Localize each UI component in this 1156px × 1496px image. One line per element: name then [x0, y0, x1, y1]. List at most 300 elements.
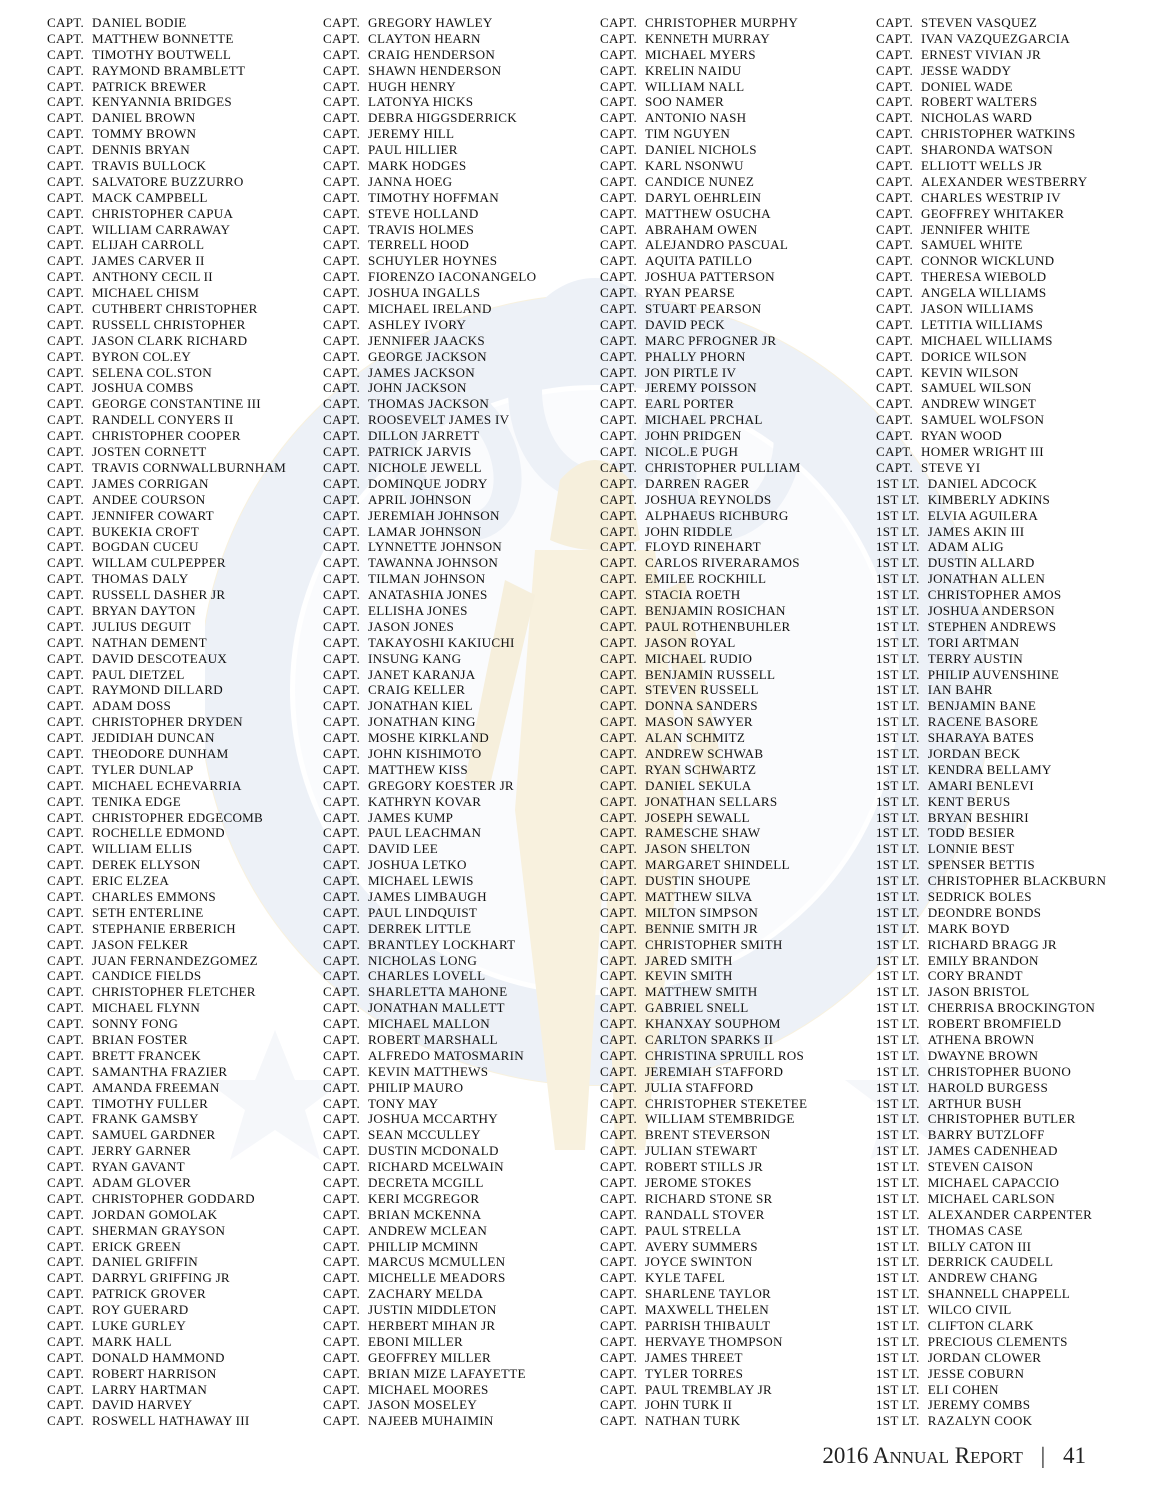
roster-entry: [876, 222, 1106, 238]
officer-name: ANTHONY CECIL II: [92, 269, 213, 285]
rank-label: 1ST LT.: [876, 1127, 920, 1143]
rank-label: 1ST LT.: [876, 682, 920, 698]
officer-name: DERREK LITTLE: [368, 920, 472, 936]
roster-entry: [600, 1223, 807, 1239]
officer-name: RAYMOND DILLARD: [92, 682, 223, 698]
officer-name: DANIEL BROWN: [92, 110, 196, 126]
rank-label: CAPT.: [323, 634, 361, 650]
roster-entry: [47, 460, 286, 476]
rank-label: CAPT.: [47, 348, 85, 364]
roster-entry: [323, 603, 536, 619]
rank-label: CAPT.: [600, 1111, 638, 1127]
roster-entry: [47, 428, 286, 444]
rank-label: CAPT.: [47, 15, 85, 30]
rank-label: CAPT.: [47, 1143, 85, 1159]
officer-name: CHRISTOPHER GODDARD: [92, 1190, 255, 1206]
officer-name: JOHN PRIDGEN: [645, 428, 742, 444]
officer-name: JANET KARANJA: [368, 666, 476, 682]
officer-name: HUGH HENRY: [368, 78, 457, 94]
officer-name: ADAM DOSS: [92, 698, 172, 714]
officer-name: SHAWN HENDERSON: [368, 62, 502, 78]
roster-entry: [47, 921, 286, 937]
officer-name: THEODORE DUNHAM: [92, 745, 229, 761]
roster-entry: [323, 412, 536, 428]
roster-entry: [600, 222, 807, 238]
roster-entry: [876, 714, 1106, 730]
rank-label: CAPT.: [323, 1111, 361, 1127]
roster-entry: [876, 1239, 1106, 1255]
officer-name: RUSSELL DASHER JR: [92, 587, 226, 603]
officer-name: MARGARET SHINDELL: [645, 857, 790, 873]
rank-label: 1ST LT.: [876, 1079, 920, 1095]
rank-label: 1ST LT.: [876, 761, 920, 777]
rank-label: 1ST LT.: [876, 523, 920, 539]
roster-entry: [600, 841, 807, 857]
officer-name: ROSWELL HATHAWAY III: [92, 1413, 250, 1429]
officer-name: CUTHBERT CHRISTOPHER: [92, 301, 258, 317]
officer-name: NATHAN DEMENT: [92, 634, 207, 650]
rank-label: CAPT.: [600, 507, 638, 523]
roster-entry: [600, 1382, 807, 1398]
officer-name: MICHAEL RUDIO: [645, 650, 753, 666]
officer-name: JAMES JACKSON: [368, 364, 475, 380]
roster-entry: [600, 984, 807, 1000]
roster-entry: [47, 1016, 286, 1032]
roster-entry: [323, 1048, 536, 1064]
officer-name: GEOFFREY MILLER: [368, 1349, 491, 1365]
rank-label: CAPT.: [47, 301, 85, 317]
officer-name: BENJAMIN BANE: [927, 698, 1037, 714]
rank-label: CAPT.: [323, 444, 361, 460]
officer-name: JOSHUA PATTERSON: [645, 269, 775, 285]
roster-entry: [600, 349, 807, 365]
rank-label: CAPT.: [600, 142, 638, 158]
rank-label: CAPT.: [323, 459, 361, 475]
roster-entry: [323, 1016, 536, 1032]
rank-label: CAPT.: [47, 1254, 85, 1270]
roster-entry: [600, 905, 807, 921]
officer-name: ELI COHEN: [927, 1381, 999, 1397]
roster-entry: [600, 1318, 807, 1334]
rank-label: CAPT.: [323, 1190, 361, 1206]
officer-name: JOHN RIDDLE: [645, 523, 733, 539]
rank-label: CAPT.: [47, 904, 85, 920]
rank-label: CAPT.: [47, 237, 85, 253]
officer-name: RYAN PEARSE: [645, 285, 735, 301]
officer-name: ATHENA BROWN: [927, 1032, 1035, 1047]
roster-entry: [600, 524, 807, 540]
officer-name: THERESA WIEBOLD: [921, 269, 1047, 285]
roster-entry: [600, 237, 807, 253]
roster-entry: [600, 63, 807, 79]
rank-label: CAPT.: [47, 1206, 85, 1222]
roster-entry: [600, 317, 807, 333]
roster-entry: [323, 698, 536, 714]
officer-name: MICHAEL ECHEVARRIA: [92, 777, 242, 793]
rank-label: CAPT.: [323, 698, 361, 714]
officer-name: ALPHAEUS RICHBURG: [645, 507, 789, 523]
roster-entry: [600, 1191, 807, 1207]
rank-label: CAPT.: [600, 301, 638, 317]
roster-entry: [600, 968, 807, 984]
roster-entry: [323, 15, 536, 31]
roster-entry: [47, 190, 286, 206]
roster-entry: [323, 460, 536, 476]
roster-entry: [600, 1286, 807, 1302]
officer-name: ELLIOTT WELLS JR: [921, 158, 1043, 174]
officer-name: DOMINQUE JODRY: [368, 475, 488, 491]
officer-name: WILLIAM NALL: [645, 78, 745, 94]
rank-label: CAPT.: [47, 1095, 85, 1111]
officer-name: BRIAN MIZE LAFAYETTE: [368, 1365, 526, 1381]
officer-name: JEDIDIAH DUNCAN: [92, 730, 215, 746]
roster-entry: [876, 539, 1106, 555]
rank-label: CAPT.: [47, 94, 85, 110]
rank-label: CAPT.: [47, 745, 85, 761]
roster-entry: [876, 619, 1106, 635]
roster-entry: [323, 476, 536, 492]
roster-entry: [323, 1239, 536, 1255]
officer-name: DERRICK CAUDELL: [927, 1254, 1054, 1270]
rank-label: CAPT.: [323, 888, 361, 904]
roster-entry: [600, 746, 807, 762]
officer-name: JEREMY HILL: [368, 126, 455, 142]
rank-label: CAPT.: [600, 491, 638, 507]
roster-entry: [876, 857, 1106, 873]
roster-entry: [876, 1397, 1106, 1413]
officer-name: BENJAMIN RUSSELL: [645, 666, 776, 682]
roster-entry: [600, 1397, 807, 1413]
roster-entry: [600, 889, 807, 905]
rank-label: CAPT.: [600, 857, 638, 873]
rank-label: CAPT.: [47, 1047, 85, 1063]
officer-name: NATHAN TURK: [645, 1413, 741, 1429]
rank-label: CAPT.: [47, 587, 85, 603]
officer-name: KERI MCGREGOR: [368, 1190, 480, 1206]
roster-entry: [600, 333, 807, 349]
officer-name: RYAN GAVANT: [92, 1159, 185, 1175]
roster-entry: [600, 603, 807, 619]
officer-name: PHILIP MAURO: [368, 1079, 464, 1095]
officer-name: DARREN RAGER: [645, 475, 750, 491]
rank-label: CAPT.: [600, 1270, 638, 1286]
roster-entry: [47, 968, 286, 984]
officer-name: BRYAN BESHIRI: [927, 809, 1029, 825]
rank-label: CAPT.: [323, 1286, 361, 1302]
roster-entry: [47, 619, 286, 635]
rank-label: CAPT.: [600, 825, 638, 841]
officer-name: NICHOLAS WARD: [921, 110, 1033, 126]
officer-name: JARED SMITH: [645, 952, 733, 968]
roster-entry: [323, 1127, 536, 1143]
roster-entry: [876, 206, 1106, 222]
officer-name: KEVIN SMITH: [645, 968, 733, 984]
rank-label: 1ST LT.: [876, 777, 920, 793]
officer-name: KEVIN MATTHEWS: [368, 1063, 489, 1079]
rank-label: 1ST LT.: [876, 1095, 920, 1111]
officer-name: CHERRISA BROCKINGTON: [927, 1000, 1096, 1016]
rank-label: CAPT.: [600, 237, 638, 253]
rank-label: CAPT.: [47, 126, 85, 142]
roster-entry: [323, 778, 536, 794]
rank-label: CAPT.: [323, 825, 361, 841]
roster-entry: [323, 1111, 536, 1127]
roster-entry: [876, 889, 1106, 905]
rank-label: CAPT.: [47, 78, 85, 94]
rank-label: 1ST LT.: [876, 1254, 920, 1270]
officer-name: MICHAEL WILLIAMS: [921, 332, 1053, 348]
roster-entry: [876, 508, 1106, 524]
roster-entry: [600, 1270, 807, 1286]
officer-name: ALFREDO MATOSMARIN: [368, 1047, 524, 1063]
roster-entry: [47, 63, 286, 79]
rank-label: CAPT.: [600, 1365, 638, 1381]
roster-entry: [47, 873, 286, 889]
officer-name: CHRISTOPHER MURPHY: [645, 15, 799, 30]
rank-label: CAPT.: [323, 1063, 361, 1079]
officer-name: JEREMY POISSON: [645, 380, 757, 396]
officer-name: JAMES CARVER II: [92, 253, 205, 269]
officer-name: BARRY BUTZLOFF: [927, 1127, 1045, 1143]
roster-entry: [323, 810, 536, 826]
officer-name: PAUL STRELLA: [645, 1222, 742, 1238]
roster-entry: [600, 667, 807, 683]
officer-name: MARK BOYD: [927, 920, 1010, 936]
rank-label: 1ST LT.: [876, 857, 920, 873]
officer-name: CHRISTOPHER STEKETEE: [645, 1095, 808, 1111]
officer-name: ANDREW WINGET: [921, 396, 1037, 412]
roster-entry: [323, 301, 536, 317]
rank-label: CAPT.: [47, 571, 85, 587]
rank-label: CAPT.: [876, 62, 914, 78]
rank-label: CAPT.: [323, 682, 361, 698]
rank-label: CAPT.: [600, 650, 638, 666]
officer-name: DWAYNE BROWN: [927, 1047, 1039, 1063]
officer-name: ROBERT STILLS JR: [645, 1159, 763, 1175]
officer-name: KEVIN WILSON: [921, 364, 1019, 380]
roster-entry: [600, 301, 807, 317]
officer-name: LONNIE BEST: [927, 841, 1015, 857]
roster-entry: [876, 841, 1106, 857]
roster-entry: [323, 94, 536, 110]
officer-name: ADAM GLOVER: [92, 1175, 192, 1191]
roster-entry: [47, 1366, 286, 1382]
roster-entry: [323, 587, 536, 603]
officer-name: PATRICK JARVIS: [368, 444, 472, 460]
rank-label: CAPT.: [47, 459, 85, 475]
roster-entry: [47, 349, 286, 365]
rank-label: 1ST LT.: [876, 1016, 920, 1032]
roster-entry: [876, 1334, 1106, 1350]
officer-name: PAUL LEACHMAN: [368, 825, 482, 841]
roster-entry: [876, 380, 1106, 396]
roster-entry: [600, 810, 807, 826]
roster-entry: [47, 1111, 286, 1127]
rank-label: CAPT.: [600, 841, 638, 857]
roster-entry: [600, 873, 807, 889]
rank-label: CAPT.: [323, 809, 361, 825]
officer-name: CHRISTOPHER PULLIAM: [645, 459, 801, 475]
rank-label: 1ST LT.: [876, 1190, 920, 1206]
officer-name: MICHAEL IRELAND: [368, 301, 492, 317]
officer-name: PAUL LINDQUIST: [368, 904, 478, 920]
roster-entry: [600, 396, 807, 412]
roster-entry: [323, 1064, 536, 1080]
roster-entry: [876, 1143, 1106, 1159]
rank-label: CAPT.: [600, 15, 638, 30]
rank-label: CAPT.: [47, 1016, 85, 1032]
officer-name: JOSHUA ANDERSON: [927, 602, 1055, 618]
roster-entry: [600, 380, 807, 396]
rank-label: CAPT.: [47, 793, 85, 809]
officer-name: TIMOTHY FULLER: [92, 1095, 209, 1111]
officer-name: EMILEE ROCKHILL: [645, 571, 767, 587]
roster-entry: [323, 1080, 536, 1096]
rank-label: CAPT.: [47, 777, 85, 793]
roster-entry: [47, 1318, 286, 1334]
roster-entry: [323, 730, 536, 746]
officer-name: MICHAEL CARLSON: [927, 1190, 1056, 1206]
officer-name: JOSHUA COMBS: [92, 380, 194, 396]
roster-entry: [876, 1064, 1106, 1080]
officer-name: KENNETH MURRAY: [645, 30, 770, 46]
roster-entry: [600, 492, 807, 508]
officer-name: CANDICE NUNEZ: [645, 173, 755, 189]
roster-entry: [600, 1159, 807, 1175]
rank-label: 1ST LT.: [876, 555, 920, 571]
officer-name: BENNIE SMITH JR: [645, 920, 758, 936]
rank-label: CAPT.: [876, 364, 914, 380]
officer-name: AMANDA FREEMAN: [92, 1079, 220, 1095]
roster-entry: [600, 476, 807, 492]
rank-label: 1ST LT.: [876, 618, 920, 634]
rank-label: CAPT.: [47, 1238, 85, 1254]
roster-entry: [876, 873, 1106, 889]
roster-entry: [47, 682, 286, 698]
officer-name: MARK HALL: [92, 1333, 172, 1349]
officer-name: CHRISTINA SPRUILL ROS: [645, 1047, 805, 1063]
officer-name: PAUL ROTHENBUHLER: [645, 618, 791, 634]
rank-label: CAPT.: [600, 62, 638, 78]
rank-label: CAPT.: [323, 78, 361, 94]
rank-label: CAPT.: [323, 507, 361, 523]
roster-entry: [876, 63, 1106, 79]
officer-name: DECRETA MCGILL: [368, 1175, 484, 1191]
rank-label: CAPT.: [323, 15, 361, 30]
officer-name: LYNNETTE JOHNSON: [368, 539, 503, 555]
rank-label: CAPT.: [600, 587, 638, 603]
rank-label: CAPT.: [323, 1032, 361, 1047]
rank-label: CAPT.: [47, 555, 85, 571]
officer-name: JOYCE SWINTON: [645, 1254, 753, 1270]
rank-label: CAPT.: [47, 1333, 85, 1349]
roster-entry: [47, 1302, 286, 1318]
rank-label: CAPT.: [47, 714, 85, 730]
officer-name: JAMES CORRIGAN: [92, 475, 209, 491]
rank-label: CAPT.: [323, 1270, 361, 1286]
rank-label: CAPT.: [47, 1381, 85, 1397]
roster-entry: [876, 953, 1106, 969]
officer-name: JASON JONES: [368, 618, 455, 634]
roster-entry: [600, 682, 807, 698]
roster-entry: [47, 1032, 286, 1048]
officer-name: NICOL.E PUGH: [645, 444, 739, 460]
roster-entry: [876, 396, 1106, 412]
officer-name: JORDAN GOMOLAK: [92, 1206, 218, 1222]
officer-name: MICHAEL FLYNN: [92, 1000, 201, 1016]
officer-name: ABRAHAM OWEN: [645, 221, 758, 237]
officer-name: KENYANNIA BRIDGES: [92, 94, 232, 110]
officer-name: JASON WILLIAMS: [921, 301, 1034, 317]
roster-entry: [323, 1207, 536, 1223]
roster-entry: [47, 31, 286, 47]
officer-name: CHRISTOPHER DRYDEN: [92, 714, 243, 730]
roster-entry: [876, 476, 1106, 492]
roster-entry: [47, 1286, 286, 1302]
officer-name: JEREMIAH JOHNSON: [368, 507, 500, 523]
roster-entry: [600, 1111, 807, 1127]
roster-entry: [876, 667, 1106, 683]
rank-label: CAPT.: [47, 1318, 85, 1334]
roster-entry: [47, 555, 286, 571]
officer-name: MICHELLE MEADORS: [368, 1270, 506, 1286]
rank-label: CAPT.: [47, 1302, 85, 1318]
officer-name: MILTON SIMPSON: [645, 904, 759, 920]
officer-name: ROBERT WALTERS: [921, 94, 1038, 110]
rank-label: CAPT.: [600, 1016, 638, 1032]
rank-label: CAPT.: [600, 761, 638, 777]
rank-label: CAPT.: [323, 650, 361, 666]
officer-name: SAMUEL WOLFSON: [921, 412, 1045, 428]
officer-name: ROBERT BROMFIELD: [927, 1016, 1062, 1032]
rank-label: 1ST LT.: [876, 1047, 920, 1063]
roster-entry: [876, 269, 1106, 285]
rank-label: CAPT.: [47, 730, 85, 746]
rank-label: CAPT.: [600, 809, 638, 825]
rank-label: CAPT.: [47, 825, 85, 841]
officer-name: JORDAN CLOWER: [927, 1349, 1042, 1365]
rank-label: 1ST LT.: [876, 714, 920, 730]
officer-name: RYAN SCHWARTZ: [645, 761, 757, 777]
officer-name: RICHARD BRAGG JR: [927, 936, 1057, 952]
officer-name: DAVID DESCOTEAUX: [92, 650, 228, 666]
roster-entry: [600, 1350, 807, 1366]
roster-entry: [323, 953, 536, 969]
roster-entry: [47, 984, 286, 1000]
officer-name: SOO NAMER: [645, 94, 725, 110]
roster-entry: [47, 317, 286, 333]
rank-label: CAPT.: [47, 1000, 85, 1016]
officer-name: JASON FELKER: [92, 936, 189, 952]
roster-entry: [47, 1048, 286, 1064]
rank-label: CAPT.: [47, 1063, 85, 1079]
roster-entry: [47, 539, 286, 555]
officer-name: CHRISTOPHER CAPUA: [92, 205, 234, 221]
officer-name: ALEXANDER CARPENTER: [927, 1206, 1093, 1222]
officer-name: STEVE HOLLAND: [368, 205, 479, 221]
officer-name: SEDRICK BOLES: [927, 888, 1032, 904]
officer-name: DEONDRE BONDS: [927, 904, 1042, 920]
roster-entry: [600, 730, 807, 746]
roster-entry: [323, 222, 536, 238]
roster-entry: [47, 1334, 286, 1350]
officer-name: JASON SHELTON: [645, 841, 751, 857]
roster-entry: [323, 889, 536, 905]
rank-label: CAPT.: [600, 745, 638, 761]
rank-label: CAPT.: [323, 952, 361, 968]
roster-entry: [323, 237, 536, 253]
rank-label: CAPT.: [323, 936, 361, 952]
